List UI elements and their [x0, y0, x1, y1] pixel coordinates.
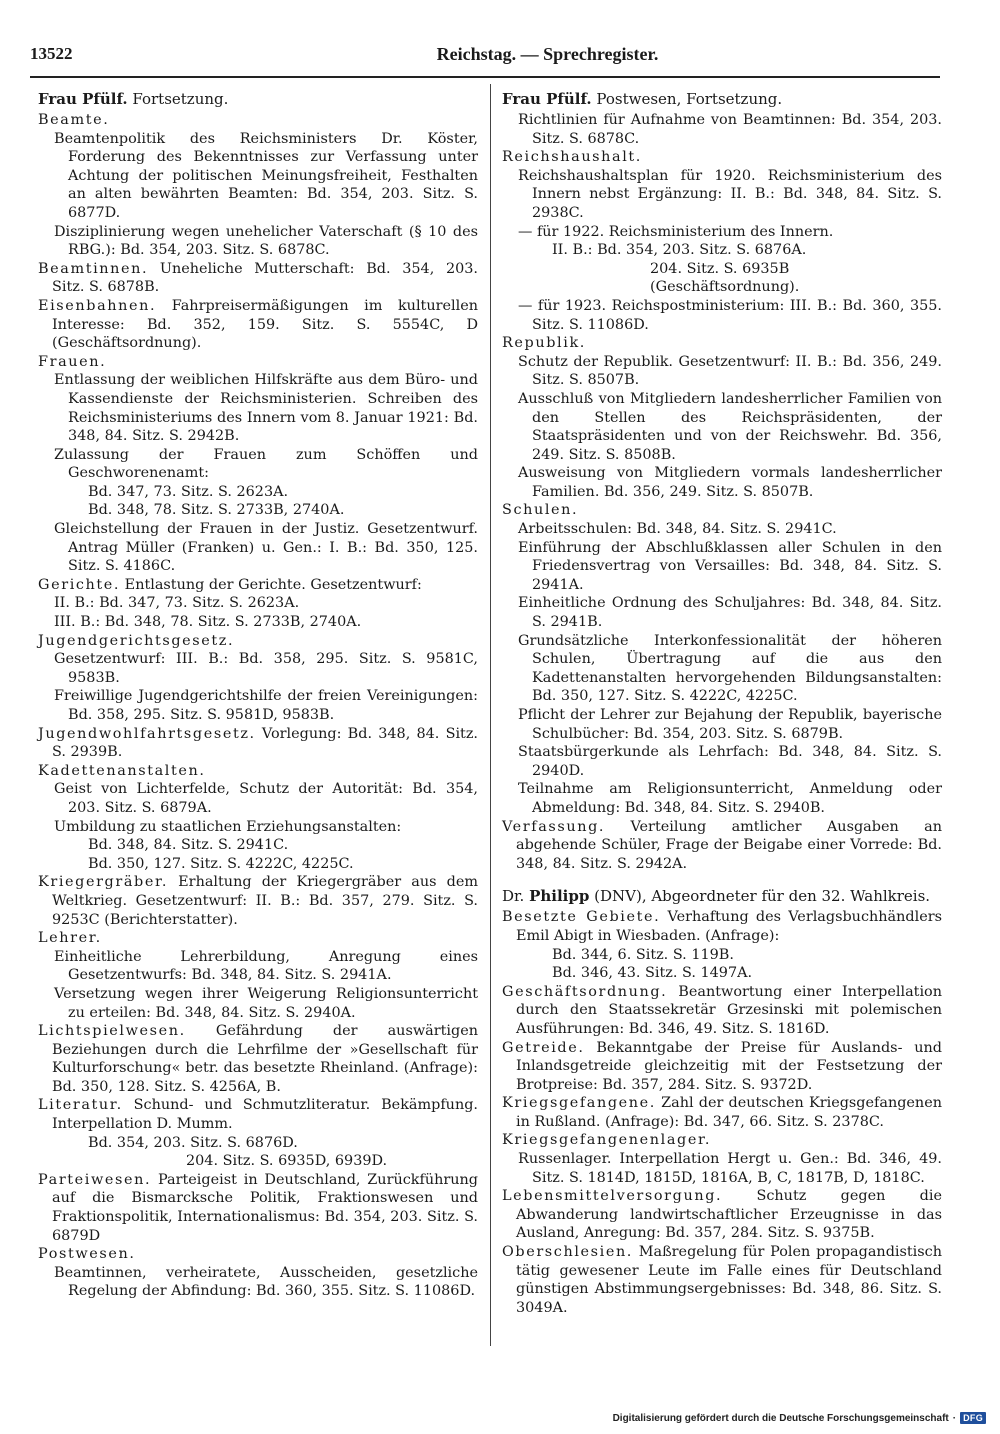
subject-keyword: Oberschlesien.	[502, 1244, 633, 1261]
footer	[613, 1412, 986, 1424]
subject-keyword: Geschäftsordnung.	[502, 983, 668, 1000]
subject-keyword: Kriegergräber.	[38, 874, 169, 891]
sub-entry: Grundsätzliche Interkonfessionalität der höheren Schulen, Übertragung auf die aus den Kadettenanstalten hervorgehenden Bildungsanstalten: Bd. 350, 127. Sitz. S. 4222C, 4225C.	[518, 632, 942, 705]
subject-keyword: Jugendwohlfahrtsgesetz.	[38, 725, 256, 742]
subject-text: Schutz gegen die Abwanderung landwirtschaftlicher Erzeugnisse in das Ausland, Anregung: Bd. 357, 284. Sitz. S. 9375B.	[516, 1188, 942, 1242]
speaker-note: Postwesen, Fortsetzung.	[591, 90, 783, 108]
subject-text: Uneheliche Mutterschaft: Bd. 354, 203. Sitz. S. 6878B.	[52, 260, 478, 296]
sub-entry: Entlassung der weiblichen Hilfskräfte aus dem Büro- und Kassendienste der Reichsministerien. Schreiben des Reichsministeriums des Innern vom 8. Januar 1921: Bd. 348, 84. Sitz. S. 2942B.	[54, 372, 478, 445]
subject-entry	[502, 1131, 942, 1150]
reference-line: Bd. 348, 78. Sitz. S. 2733B, 2740A.	[88, 502, 345, 519]
subject-entry	[502, 908, 942, 945]
subject-text: Beantwortung einer Interpellation durch den Staatssekretär Grzesinski mit polemischen Ausführungen: Bd. 346, 49. Sitz. S. 1816D.	[516, 983, 942, 1037]
speaker-heading	[502, 90, 942, 109]
subject-keyword: Beamtinnen.	[38, 260, 149, 277]
reference-line: Bd. 354, 203. Sitz. S. 6876D.	[88, 1134, 298, 1151]
subject-entry	[38, 576, 478, 595]
subject-entry	[38, 353, 478, 372]
speaker-heading	[38, 90, 478, 109]
subject-keyword: Verfassung.	[502, 818, 606, 835]
subject-entry	[502, 818, 942, 874]
subject-entry	[38, 260, 478, 297]
sub-entry: Beamtenpolitik des Reichsministers Dr. Köster, Forderung des Bekenntnisses zur Verfassung unter Achtung der politischen Meinungsfreiheit, Festhalten an alten bewährten Beamten: Bd. 354, 203. Sitz. S. 6877D.	[54, 130, 478, 221]
reference-line: Bd. 344, 6. Sitz. S. 119B.	[552, 946, 734, 963]
dfg-logo: DFG	[960, 1412, 986, 1424]
subject-keyword: Jugendgerichtsgesetz.	[38, 632, 235, 649]
subject-keyword: Literatur.	[38, 1097, 123, 1114]
subject-entry	[38, 297, 478, 353]
subject-text: Erhaltung der Kriegergräber aus dem Weltkrieg. Gesetzentwurf: II. B.: Bd. 357, 279. Sitz. S. 9253C (Berichterstatter).	[52, 874, 478, 928]
reference-line: 204. Sitz. S. 6935B (Geschäftsordnung).	[650, 260, 800, 296]
subject-entry	[38, 725, 478, 762]
subject-text: Schund- und Schmutzliteratur. Bekämpfung. Interpellation D. Mumm.	[52, 1097, 478, 1133]
left-column	[38, 90, 478, 1301]
reference-line: II. B.: Bd. 354, 203. Sitz. S. 6876A.	[552, 242, 807, 259]
subject-entry	[502, 334, 942, 353]
subject-keyword: Kriegsgefangene.	[502, 1095, 656, 1112]
subject-text: Fahrpreisermäßigungen im kulturellen Interesse: Bd. 352, 159. Sitz. S. 5554C, D (Geschäftsordnung).	[52, 297, 478, 352]
subject-keyword: Reichshaushalt.	[502, 149, 642, 166]
reference-line: 204. Sitz. S. 6935D, 6939D.	[186, 1153, 388, 1170]
subject-entry	[38, 1245, 478, 1264]
subject-keyword: Besetzte Gebiete.	[502, 909, 661, 926]
sub-entry: Freiwillige Jugendgerichtshilfe der freien Vereinigungen: Bd. 358, 295. Sitz. S. 9581D, 9583B.	[54, 688, 478, 723]
page-header	[30, 44, 975, 72]
section-gap	[502, 873, 942, 887]
subject-text: Verhaftung des Verlagsbuchhändlers Emil Abigt in Wiesbaden. (Anfrage):	[516, 909, 942, 944]
sub-entry: Teilnahme am Religionsunterricht, Anmeldung oder Abmeldung: Bd. 348, 84. Sitz. S. 2940B.	[518, 781, 942, 816]
subject-entry	[38, 111, 478, 130]
sub-entry: Gleichstellung der Frauen in der Justiz. Gesetzentwurf. Antrag Müller (Franken) u. Gen.: I. B.: Bd. 350, 125. Sitz. S. 4186C.	[54, 521, 478, 575]
sub-entry: Ausweisung von Mitgliedern vormals landesherrlicher Familien. Bd. 356, 249. Sitz. S. 8507B.	[518, 465, 942, 500]
sub-entry: Richtlinien für Aufnahme von Beamtinnen: Bd. 354, 203. Sitz. S. 6878C.	[518, 112, 942, 147]
sub-entry: Disziplinierung wegen unehelicher Vaterschaft (§ 10 des RBG.): Bd. 354, 203. Sitz. S. 6878C.	[54, 223, 478, 259]
speaker-heading	[502, 887, 942, 906]
subject-text: Maßregelung für Polen propagandistisch tätig gewesener Leute im Falle eines für Deutschland günstigen Abstimmungsergebnisses: Bd. 348, 86. Sitz. S. 3049A.	[516, 1244, 942, 1316]
speaker-note: (DNV), Abgeordneter für den 32. Wahlkreis.	[589, 887, 931, 906]
subject-keyword: Getreide.	[502, 1039, 585, 1056]
sub-entry: Einheitliche Lehrerbildung, Anregung eines Gesetzentwurfs: Bd. 348, 84. Sitz. S. 2941A.	[54, 948, 478, 984]
subject-entry	[38, 873, 478, 929]
subject-entry	[502, 983, 942, 1039]
sub-entry: — für 1922. Reichsministerium des Innern.	[518, 223, 834, 240]
sub-entry: Schutz der Republik. Gesetzentwurf: II. B.: Bd. 356, 249. Sitz. S. 8507B.	[518, 353, 942, 389]
subject-entry	[502, 1094, 942, 1131]
subject-keyword: Postwesen.	[38, 1246, 136, 1263]
subject-text: Entlastung der Gerichte. Gesetzentwurf:	[120, 576, 422, 593]
sub-entry: Umbildung zu staatlichen Erziehungsanstalten:	[54, 818, 402, 835]
subject-entry	[502, 501, 942, 520]
sub-entry: Einheitliche Ordnung des Schuljahres: Bd. 348, 84. Sitz. S. 2941B.	[518, 595, 942, 631]
speaker-name: Philipp	[529, 887, 590, 906]
speaker-title: Dr.	[502, 887, 530, 906]
sub-entry: Arbeitsschulen: Bd. 348, 84. Sitz. S. 2941C.	[518, 521, 837, 538]
subject-text: Parteigeist in Deutschland, Zurückführung auf die Bismarcksche Politik, Fraktionswesen und Fraktionspolitik, Internationalismus: Bd. 354, 203. Sitz. S. 6879D	[52, 1171, 478, 1244]
subject-entry	[38, 1096, 478, 1133]
sub-entry: Beamtinnen, verheiratete, Ausscheiden, gesetzliche Regelung der Abfindung: Bd. 360, 355. Sitz. S. 11086D.	[54, 1264, 478, 1300]
subject-keyword: Beamte.	[38, 112, 110, 128]
right-column	[502, 90, 942, 1317]
subject-entry	[502, 148, 942, 167]
subject-entry	[38, 632, 478, 651]
subject-text: Bekanntgabe der Preise für Auslands- und Inlandsgetreide gleichzeitig mit der Festsetzung der Brotpreise: Bd. 357, 284. Sitz. S. 9372D.	[516, 1039, 942, 1093]
subject-text: Vorlegung: Bd. 348, 84. Sitz. S. 2939B.	[52, 725, 478, 761]
subject-entry	[38, 1022, 478, 1096]
subject-entry	[38, 929, 478, 948]
sub-entry: Russenlager. Interpellation Hergt u. Gen.: Bd. 346, 49. Sitz. S. 1814D, 1815D, 1816A, B, C, 1817B, D, 1818C.	[518, 1151, 942, 1186]
subject-keyword: Kadettenanstalten.	[38, 762, 206, 779]
sub-entry: Ausschluß von Mitgliedern landesherrlicher Familien von den Stellen des Reichspräsidenten, der Staatspräsidenten und von der Reichswehr. Bd. 356, 249. Sitz. S. 8508B.	[518, 390, 942, 463]
subject-entry	[502, 1039, 942, 1095]
subject-entry	[38, 762, 478, 781]
reference-line: Bd. 347, 73. Sitz. S. 2623A.	[88, 483, 289, 500]
subject-text: Gefährdung der auswärtigen Beziehungen durch die Lehrfilme der »Gesellschaft für Kulturforschung« betr. das besetzte Rheinland. (Anfrage): Bd. 350, 128. Sitz. S. 4256A, B.	[52, 1023, 478, 1095]
subject-keyword: Lichtspielwesen.	[38, 1023, 186, 1040]
subject-keyword: Lehrer.	[38, 930, 102, 947]
separator-dot: ·	[952, 1412, 957, 1424]
subject-keyword: Frauen.	[38, 353, 107, 370]
sub-entry: Pflicht der Lehrer zur Bejahung der Republik, bayerische Schulbücher: Bd. 354, 203. Sitz. S. 6879B.	[518, 707, 942, 742]
header-rule	[30, 76, 940, 78]
subject-entry	[502, 1187, 942, 1243]
reference-line: Bd. 350, 127. Sitz. S. 4222C, 4225C.	[88, 855, 354, 872]
subject-keyword: Gerichte.	[38, 576, 121, 593]
subject-keyword: Republik.	[502, 335, 586, 352]
sub-entry: Staatsbürgerkunde als Lehrfach: Bd. 348, 84. Sitz. S. 2940D.	[518, 744, 942, 779]
column-divider	[490, 84, 491, 1346]
page-number: 13522	[30, 44, 73, 63]
sub-entry: Reichshaushaltsplan für 1920. Reichsministerium des Innern nebst Ergänzung: II. B.: Bd. 348, 84. Sitz. S. 2938C.	[518, 167, 942, 221]
speaker-name: Frau Pfülf.	[38, 90, 128, 108]
subject-text: Zahl der deutschen Kriegsgefangenen in Rußland. (Anfrage): Bd. 347, 66. Sitz. S. 2378C.	[516, 1095, 942, 1130]
subject-keyword: Parteiwesen.	[38, 1171, 152, 1188]
sub-entry: Einführung der Abschlußklassen aller Schulen in den Friedensvertrag von Versailles: Bd. 348, 84. Sitz. S. 2941A.	[518, 539, 942, 593]
sub-entry: Geist von Lichterfelde, Schutz der Autorität: Bd. 354, 203. Sitz. S. 6879A.	[54, 781, 478, 816]
subject-keyword: Kriegsgefangenenlager.	[502, 1132, 712, 1149]
subject-keyword: Lebensmittelversorgung.	[502, 1188, 723, 1205]
footer-text: Digitalisierung gefördert durch die Deutsche Forschungsgemeinschaft	[612, 1412, 949, 1424]
running-head: Reichstag. — Sprechregister.	[436, 44, 659, 64]
subject-entry	[502, 1243, 942, 1317]
sub-entry: Gesetzentwurf: III. B.: Bd. 358, 295. Sitz. S. 9581C, 9583B.	[54, 651, 478, 686]
subject-keyword: Eisenbahnen.	[38, 297, 157, 314]
sub-entry: Zulassung der Frauen zum Schöffen und Geschworenenamt:	[54, 446, 478, 482]
reference-line: Bd. 348, 84. Sitz. S. 2941C.	[88, 837, 289, 854]
speaker-name: Frau Pfülf.	[502, 90, 592, 108]
sub-entry: Versetzung wegen ihrer Weigerung Religionsunterricht zu erteilen: Bd. 348, 84. Sitz. S. 2940A.	[54, 985, 478, 1021]
subject-entry	[38, 1171, 478, 1245]
sub-entry: II. B.: Bd. 347, 73. Sitz. S. 2623A.	[54, 595, 300, 612]
subject-keyword: Schulen.	[502, 502, 579, 519]
sub-entry: III. B.: Bd. 348, 78. Sitz. S. 2733B, 2740A.	[54, 614, 362, 631]
sub-entry: — für 1923. Reichspostministerium: III. B.: Bd. 360, 355. Sitz. S. 11086D.	[518, 297, 942, 333]
reference-line: Bd. 346, 43. Sitz. S. 1497A.	[552, 965, 753, 982]
subject-text: Verteilung amtlicher Ausgaben an abgehende Schüler, Frage der Beigabe einer Vorrede: Bd. 348, 84. Sitz. S. 2942A.	[516, 818, 942, 872]
speaker-note: Fortsetzung.	[127, 90, 229, 108]
